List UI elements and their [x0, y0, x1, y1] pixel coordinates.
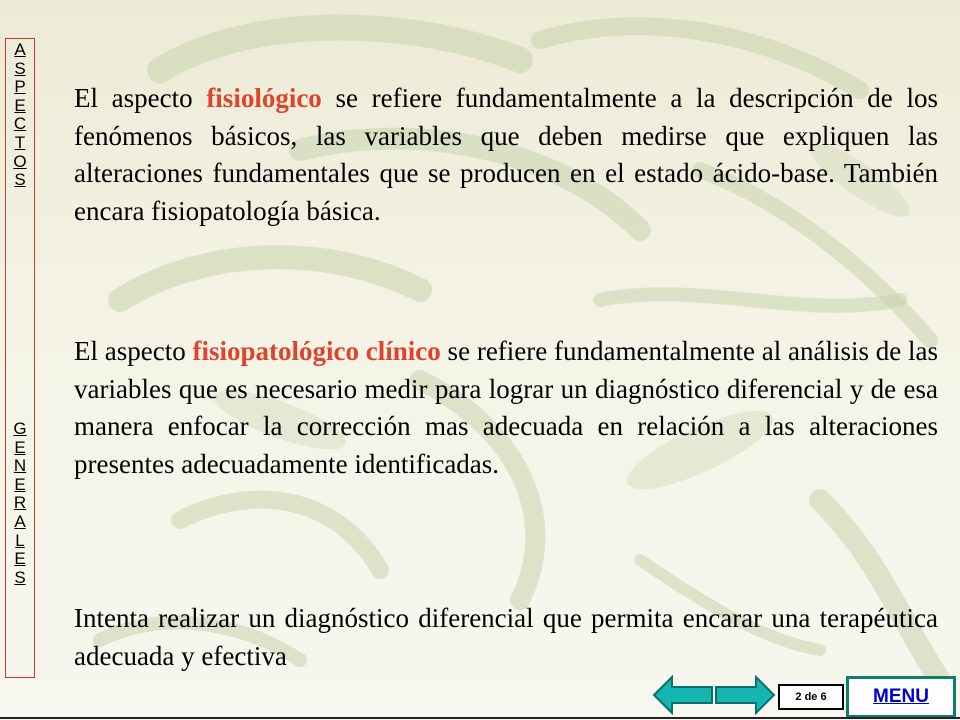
vertical-letter[interactable]: A	[14, 40, 26, 59]
paragraph-diagnostico	[74, 600, 938, 675]
vertical-letter[interactable]: S	[14, 170, 26, 190]
next-slide-button[interactable]	[714, 675, 776, 715]
page-indicator-label: 2 de 6	[795, 691, 827, 703]
vertical-letter[interactable]: E	[14, 95, 26, 115]
paragraph-3-text: Intenta realizar un diagnóstico diferencial que permita encarar una terapéutica adecuada y efectiva	[74, 603, 938, 671]
vertical-word-generales[interactable]	[6, 420, 34, 587]
arrow-left-icon	[652, 675, 714, 715]
highlight-fisiopatologico-clinico: fisiopatológico clínico	[192, 336, 441, 366]
vertical-letter[interactable]: N	[13, 456, 27, 476]
vertical-letter[interactable]: O	[13, 151, 27, 171]
vertical-letter[interactable]: S	[14, 58, 26, 78]
vertical-letter[interactable]: P	[14, 77, 26, 97]
vertical-letter[interactable]: L	[15, 530, 25, 550]
paragraph-1-pre: El aspecto	[74, 83, 207, 113]
section-title-vertical[interactable]	[5, 38, 35, 678]
vertical-letter[interactable]: C	[13, 114, 27, 134]
paragraph-2-pre: El aspecto	[74, 336, 193, 366]
vertical-letter[interactable]: A	[14, 511, 26, 531]
arrow-right-icon	[714, 675, 776, 715]
vertical-letter[interactable]: G	[13, 419, 27, 438]
paragraph-2-post: se refiere fundamentalmente al análisis de las variables que es necesario medir para lograr un diagnóstico diferencial y de esa manera enfocar la corrección mas adecuada en relación a las alteraciones presentes adecuadamente identificadas.	[74, 336, 938, 479]
vertical-letter[interactable]: R	[13, 493, 27, 513]
bottom-divider	[0, 717, 960, 719]
menu-button-label: MENU	[873, 686, 929, 707]
menu-button[interactable]	[846, 676, 956, 718]
paragraph-1-post: se refiere fundamentalmente a la descripción de los fenómenos básicos, las variables que deben medirse que expliquen las alteraciones fundamentales que se producen en el estado ácido-base. También encara fisiopatología básica.	[74, 83, 938, 226]
vertical-letter[interactable]: E	[14, 474, 26, 494]
highlight-fisiologico: fisiológico	[206, 83, 322, 113]
prev-slide-button[interactable]	[652, 675, 714, 715]
vertical-letter[interactable]: E	[14, 549, 26, 569]
vertical-letter[interactable]: E	[14, 437, 26, 457]
page-indicator	[778, 684, 844, 710]
vertical-letter[interactable]: S	[14, 567, 26, 587]
paragraph-fisiopatologico	[74, 333, 938, 483]
paragraph-fisiologico	[74, 80, 938, 230]
vertical-word-aspectos[interactable]	[6, 41, 34, 190]
vertical-letter[interactable]: T	[14, 132, 26, 152]
